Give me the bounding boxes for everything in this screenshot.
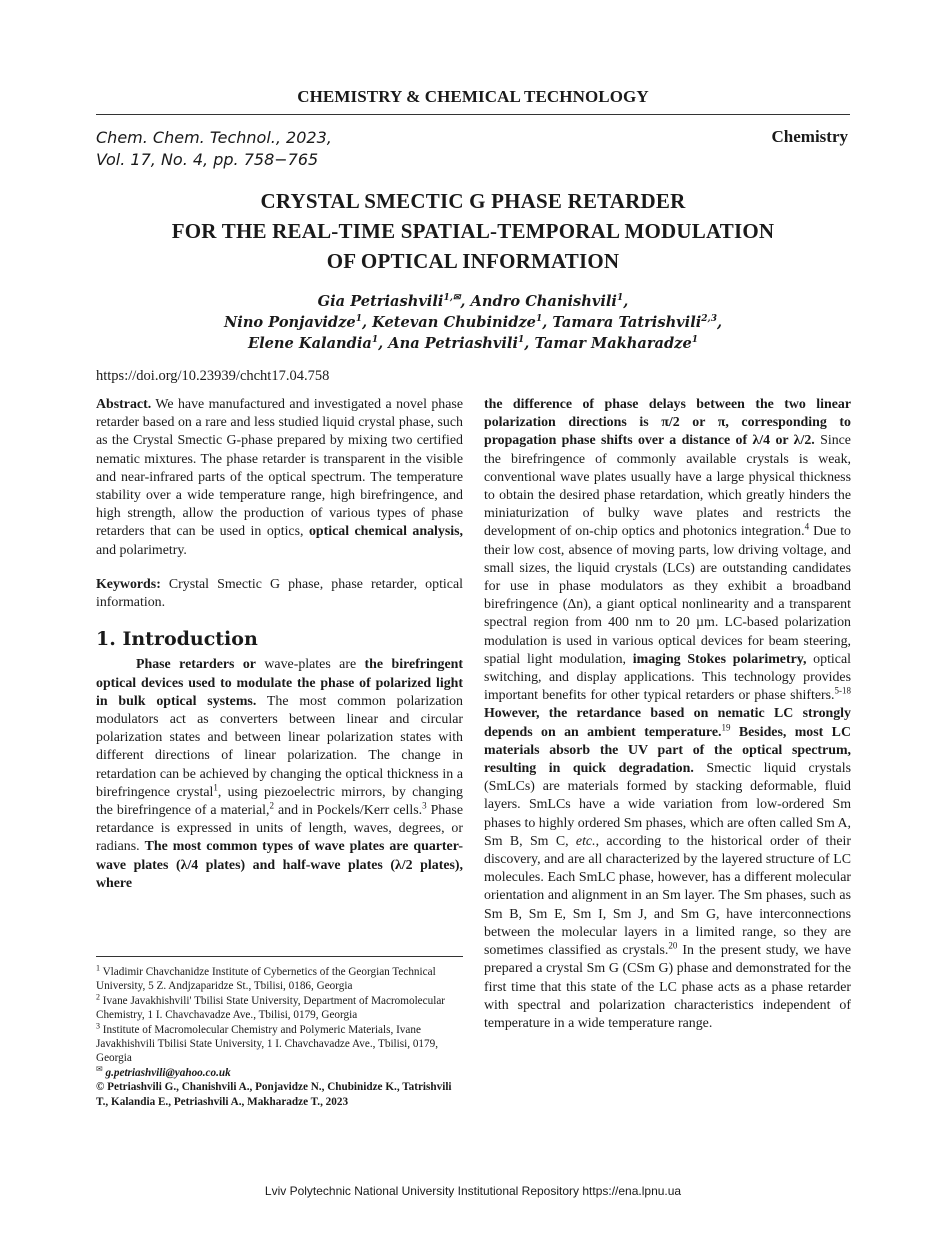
author-name: Ana Petriashvili (388, 335, 519, 352)
citation-ref[interactable]: 1 (213, 782, 218, 793)
intro-text: The most common polarization modulators act as converters between linear and circular polarization states and between linear polarization states with different directions of linear polarization. The change in retardation can be achieved by changing the optical thickness in a birefringence crystal (96, 693, 463, 800)
section-heading-introduction: 1. Introduction (96, 628, 258, 651)
right-column (484, 396, 851, 1033)
left-column (96, 396, 463, 893)
intro-bold-text: Phase retarders or (136, 657, 256, 673)
author-affiliation: 1 (518, 335, 525, 346)
citation-ref[interactable]: 5-18 (834, 685, 851, 696)
copyright: © Petriashvili G., Chanishvili A., Ponjavidze N., Chubinidze K., Tatrishvili T., Kalandia E., Petriashvili A., Makharadze T., 2023 (96, 1081, 452, 1108)
author-separator: , (524, 335, 535, 352)
author-name: Elene Kalandia (247, 335, 372, 352)
author-name: Gia Petriashvili (317, 293, 444, 310)
abstract (96, 396, 463, 560)
intro-text: and in Pockels/Kerr cells. (274, 803, 423, 819)
author-separator: , (378, 335, 389, 352)
citation (96, 127, 332, 171)
envelope-icon: ✉ (96, 1064, 103, 1074)
author-affiliation: 1 (371, 335, 379, 346)
author-separator: , (716, 314, 723, 331)
abstract-text: We have manufactured and investigated a novel phase retarder based on a rare and less studied liquid crystal phase, such as the Crystal Smectic G-phase prepared by mixing two certified nematic mixtures. The phase retarder is transparent in the visible and near-infrared parts of the optical spectrum. The temperature stability over a wide temperature range, high birefringence, and high strength, allow the production of various types of phase retarders that can be used in optics, (96, 397, 463, 540)
intro-text: Phase retardance is expressed in units of length, waves, degrees, or radians. (96, 803, 463, 855)
author-separator: , (542, 314, 553, 331)
footnote-text: Institute of Macromolecular Chemistry and Polymeric Materials, Ivane Javakhishvili Tbilisi State University, 1 I. Chavchavadze Ave., Tbilisi, 0179, Georgia (96, 1023, 438, 1065)
author-affiliation: 2,3 (701, 314, 717, 325)
right-text: Due to their low cost, absence of moving parts, low driving voltage, and small sizes, the liquid crystals (LCs) are outstanding candidates for use in phase modulators as they exhibit a broadband birefringence (Δn), a giant optical nonlinearity and a transparent spectral region from 400 nm to 20 µm. LC-based polarization modulation is used in various optical devices for beam steering, spatial light modulation, (484, 524, 851, 667)
intro-text: , using piezoelectric mirrors, by changing the birefringence of a material, (96, 784, 463, 819)
right-bold-text: the difference of phase delays between the two linear polarization directions is π/2 or π, corresponding to propagation phase shifts over a distance of λ/4 or λ/2. (484, 397, 851, 449)
author-name: Andro Chanishvili (470, 293, 617, 310)
intro-bold-text: the birefringent optical devices used to modulate the phase of polarized light in bulk optical systems. (96, 657, 463, 709)
right-bold-text: However, the retardance based on nematic LC strongly depends on an ambient temperature. (484, 706, 851, 740)
author-name: Ketevan Chubinidze (372, 314, 536, 331)
intro-paragraph (96, 656, 463, 893)
author-separator: , (623, 293, 629, 310)
abstract-text-end: and polarimetry. (96, 542, 187, 558)
right-bold-text: Besides, most LC materials absorb the UV part of the optical spectrum, resulting in quick degradation. (484, 724, 851, 777)
footnote-number: 2 (96, 992, 100, 1002)
author-list (96, 291, 850, 354)
footnote-number: 3 (96, 1020, 100, 1030)
author-affiliation: 1,✉ (443, 293, 461, 304)
citation-line-2: Vol. 17, No. 4, pp. 758−765 (96, 150, 319, 169)
right-text: , according to the historical order of their discovery, and are all characterized by the layered structure of LC molecules. Each SmLC phase, however, has a different molecular orientation and alignment in an Sm layer. The Sm phases, such as Sm B, Sm E, Sm I, Sm J, and Sm G, have interconnections between the molecular layers in a limited range, so they are sometimes classified as crystals. (484, 833, 851, 959)
author-affiliation: 1 (355, 314, 362, 325)
email-link[interactable]: g.petriashvili@yahoo.co.uk (102, 1066, 231, 1079)
authors-line-1 (96, 291, 850, 312)
right-bold-text: imaging Stokes polarimetry, (632, 651, 807, 667)
keywords-label: Keywords: (96, 576, 161, 592)
header-divider (96, 114, 850, 115)
footnote-2 (96, 994, 463, 1023)
title-line-2: FOR THE REAL-TIME SPATIAL-TEMPORAL MODULATION (171, 219, 775, 243)
right-text: In the present study, we have prepared a crystal Sm G (CSm G) phase and demonstrated for the first time that this state of the LC phase acts as a phase retarder with spectral and polarization characteristics independent of temperature in a wide temperature range. (484, 943, 852, 1031)
right-text: Smectic liquid crystals (SmLCs) are materials formed by stacking deformable, fluid layers. SmLCs have a wide variation from low-ordered Sm phases to highly ordered Sm phases, which are often called Sm A, Sm B, Sm C, (484, 761, 851, 849)
paper-title (96, 186, 850, 276)
footnotes (96, 956, 463, 1109)
citation-ref[interactable]: 2 (269, 800, 275, 811)
keywords (96, 576, 463, 612)
citation-ref[interactable]: 3 (422, 800, 427, 811)
author-separator: , (361, 314, 373, 331)
citation-ref[interactable]: 19 (721, 722, 731, 733)
doi-link[interactable]: https://doi.org/10.23939/chcht17.04.758 (96, 368, 330, 384)
journal-name: CHEMISTRY & CHEMICAL TECHNOLOGY (297, 87, 649, 106)
footnote-text: Vladimir Chavchanidze Institute of Cybernetics of the Georgian Technical University, 5 Z. Andjzaparidze St., Tbilisi, 0186, Georgia (96, 966, 436, 993)
section-label: Chemistry (771, 127, 848, 146)
author-affiliation: 1 (691, 335, 699, 346)
right-text: optical switching, and display applications. This technology provides important benefits for other typical retarders or phase shifters. (484, 651, 851, 704)
intro-text: wave-plates are (255, 657, 365, 673)
author-affiliation: 1 (616, 293, 624, 304)
citation-ref[interactable]: 20 (668, 940, 678, 951)
author-name: Tamara Tatrishvili (552, 314, 702, 331)
title-line-3: OF OPTICAL INFORMATION (326, 249, 620, 273)
title-line-1: CRYSTAL SMECTIC G PHASE RETARDER (260, 189, 686, 213)
footnote-3 (96, 1020, 463, 1066)
author-affiliation: 1 (535, 314, 543, 325)
abstract-bold-text: optical chemical analysis, (308, 524, 464, 540)
repository-footer: Lviv Polytechnic National University Institutional Repository https://ena.lpnu.ua (264, 1184, 682, 1198)
footnote-text: Ivane Javakhishvili' Tbilisi State University, Department of Macromolecular Chemistry, 1 I. Chavchavadze Ave., Tbilisi, 0179, Georgia (96, 994, 446, 1022)
authors-line-3 (96, 333, 850, 354)
footnote-number: 1 (96, 963, 100, 973)
author-name: Tamar Makharadze (534, 335, 692, 352)
author-name: Nino Ponjavidze (223, 314, 356, 331)
right-text: Since the birefringence of commonly available crystals is weak, conventional wave plates usually have a large physical thickness to obtain the desired phase retardation, which greatly hinders the miniaturization of bulky wave plates and restricts the development of on-chip optics and photonics integration. (484, 433, 851, 540)
authors-line-2 (96, 312, 850, 333)
citation-line-1: Chem. Chem. Technol., 2023, (96, 128, 332, 147)
intro-bold-text: The most common types of wave plates are quarter-wave plates (λ/4 plates) and half-wave plates (λ/2 plates), where (96, 839, 464, 891)
citation-ref[interactable]: 4 (804, 521, 810, 532)
right-paragraph (484, 396, 851, 1033)
footnote-1 (96, 965, 463, 994)
author-separator: , (460, 293, 471, 310)
right-italic-text: etc. (575, 833, 596, 849)
abstract-label: Abstract. (96, 397, 152, 412)
keywords-text: Crystal Smectic G phase, phase retarder, optical information. (96, 576, 463, 611)
corresponding-email (96, 1066, 463, 1080)
